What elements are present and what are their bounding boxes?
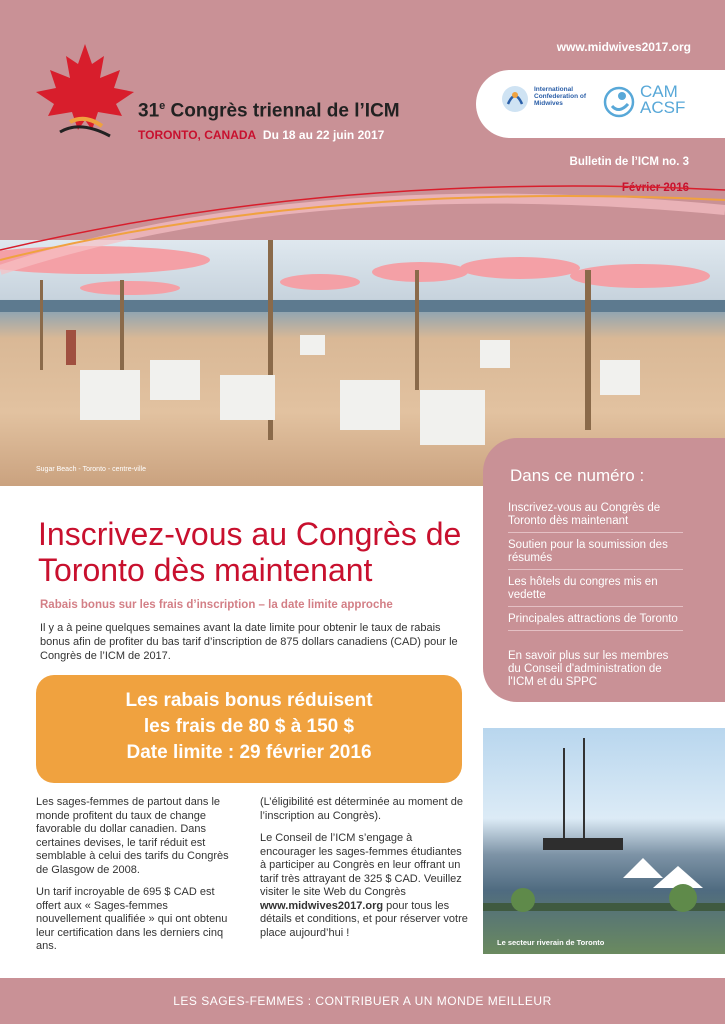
maple-leaf-logo: [30, 40, 140, 150]
decorative-swoosh: [0, 150, 725, 290]
icm-logo-text: International Confederation of Midwives: [534, 86, 586, 107]
article-column-2: [260, 796, 470, 949]
title-number: 31: [138, 100, 160, 122]
toc-item[interactable]: Les hôtels du congres mis en vedette: [508, 576, 683, 607]
paragraph: (L’éligibilité est déterminée au moment de l’inscription au Congrès).: [260, 796, 464, 822]
title-sup: e: [159, 100, 166, 112]
footer-tagline: LES SAGES-FEMMES : CONTRIBUER A UN MONDE MEILLEUR: [173, 994, 552, 1008]
location: TORONTO, CANADA: [138, 128, 257, 142]
toc-title: Dans ce numéro :: [510, 466, 645, 485]
cam-logo-bottom: ACSF: [640, 98, 686, 117]
bulletin-number: Bulletin de l’ICM no. 3: [569, 156, 689, 168]
callout-deadline: Date limite : 29 février 2016: [126, 742, 372, 763]
toc-item[interactable]: En savoir plus sur les membres du Conseil d'administration de l'ICM et du SPPC: [508, 650, 669, 688]
beach-photo-caption: Sugar Beach - Toronto - centre-ville: [36, 466, 146, 473]
cam-logo-top: CAM: [640, 82, 678, 101]
article-column-1: [36, 796, 232, 963]
paragraph: [260, 832, 470, 940]
paragraph: Les sages-femmes de partout dans le monde profitent du taux de change favorable du dollar canadien. Dans certaines devises, le tarif réduit est semblable à celui des tarifs du Congrès de Glasgow de 2008.: [36, 796, 229, 876]
callout-line: les frais de 80 $ à 150 $: [143, 716, 355, 737]
waterfront-photo: [483, 728, 725, 954]
callout-text: [36, 688, 462, 766]
cam-logo-icon: [602, 84, 636, 120]
icm-logo-icon: [500, 84, 530, 114]
dates: Du 18 au 22 juin 2017: [262, 128, 385, 142]
article-intro: Il y a à peine quelques semaines avant la date limite pour obtenir le taux de rabais bonus afin de profiter du bas tarif d’inscription de 875 dollars canadiens (CAD) pour le Congrès de l’ICM de 2017.: [40, 622, 458, 662]
title-rest: Congrès triennal de l’ICM: [165, 100, 400, 122]
article-heading: Inscrivez-vous au Congrès de Toronto dès maintenant: [38, 516, 462, 588]
paragraph-text: pour tous les détails et conditions, et pour réserver votre place aujourd’hui !: [260, 899, 468, 939]
paragraph-text: Le Conseil de l’ICM s’engage à encourager les sages-femmes étudiantes à participer au Congrès en leur offrant un tarif très attrayant de 325 $ CAD. Veuillez visiter le site Web du Congrès: [260, 832, 462, 898]
paragraph: Un tarif incroyable de 695 $ CAD est offert aux « Sages-femmes nouvellement qualifiée » qui ont obtenu leur certification dans les derniers cinq ans.: [36, 886, 228, 952]
waterfront-photo-caption: Le secteur riverain de Toronto: [497, 938, 605, 947]
congress-website-link[interactable]: www.midwives2017.org: [260, 899, 384, 912]
website-url[interactable]: www.midwives2017.org: [556, 40, 691, 54]
cam-logo-text: [640, 84, 685, 116]
callout-line: Les rabais bonus réduisent: [125, 690, 373, 711]
toc-item[interactable]: Inscrivez-vous au Congrès de Toronto dès maintenant: [508, 502, 683, 533]
toc-item[interactable]: Soutien pour la soumission des résumés: [508, 539, 683, 570]
issue-date: Février 2016: [621, 182, 689, 194]
toc-item[interactable]: Principales attractions de Toronto: [508, 613, 683, 631]
congress-title: [138, 100, 400, 122]
congress-subtitle: [138, 128, 384, 142]
article-lead: Rabais bonus sur les frais d’inscription – la date limite approche: [40, 599, 393, 611]
